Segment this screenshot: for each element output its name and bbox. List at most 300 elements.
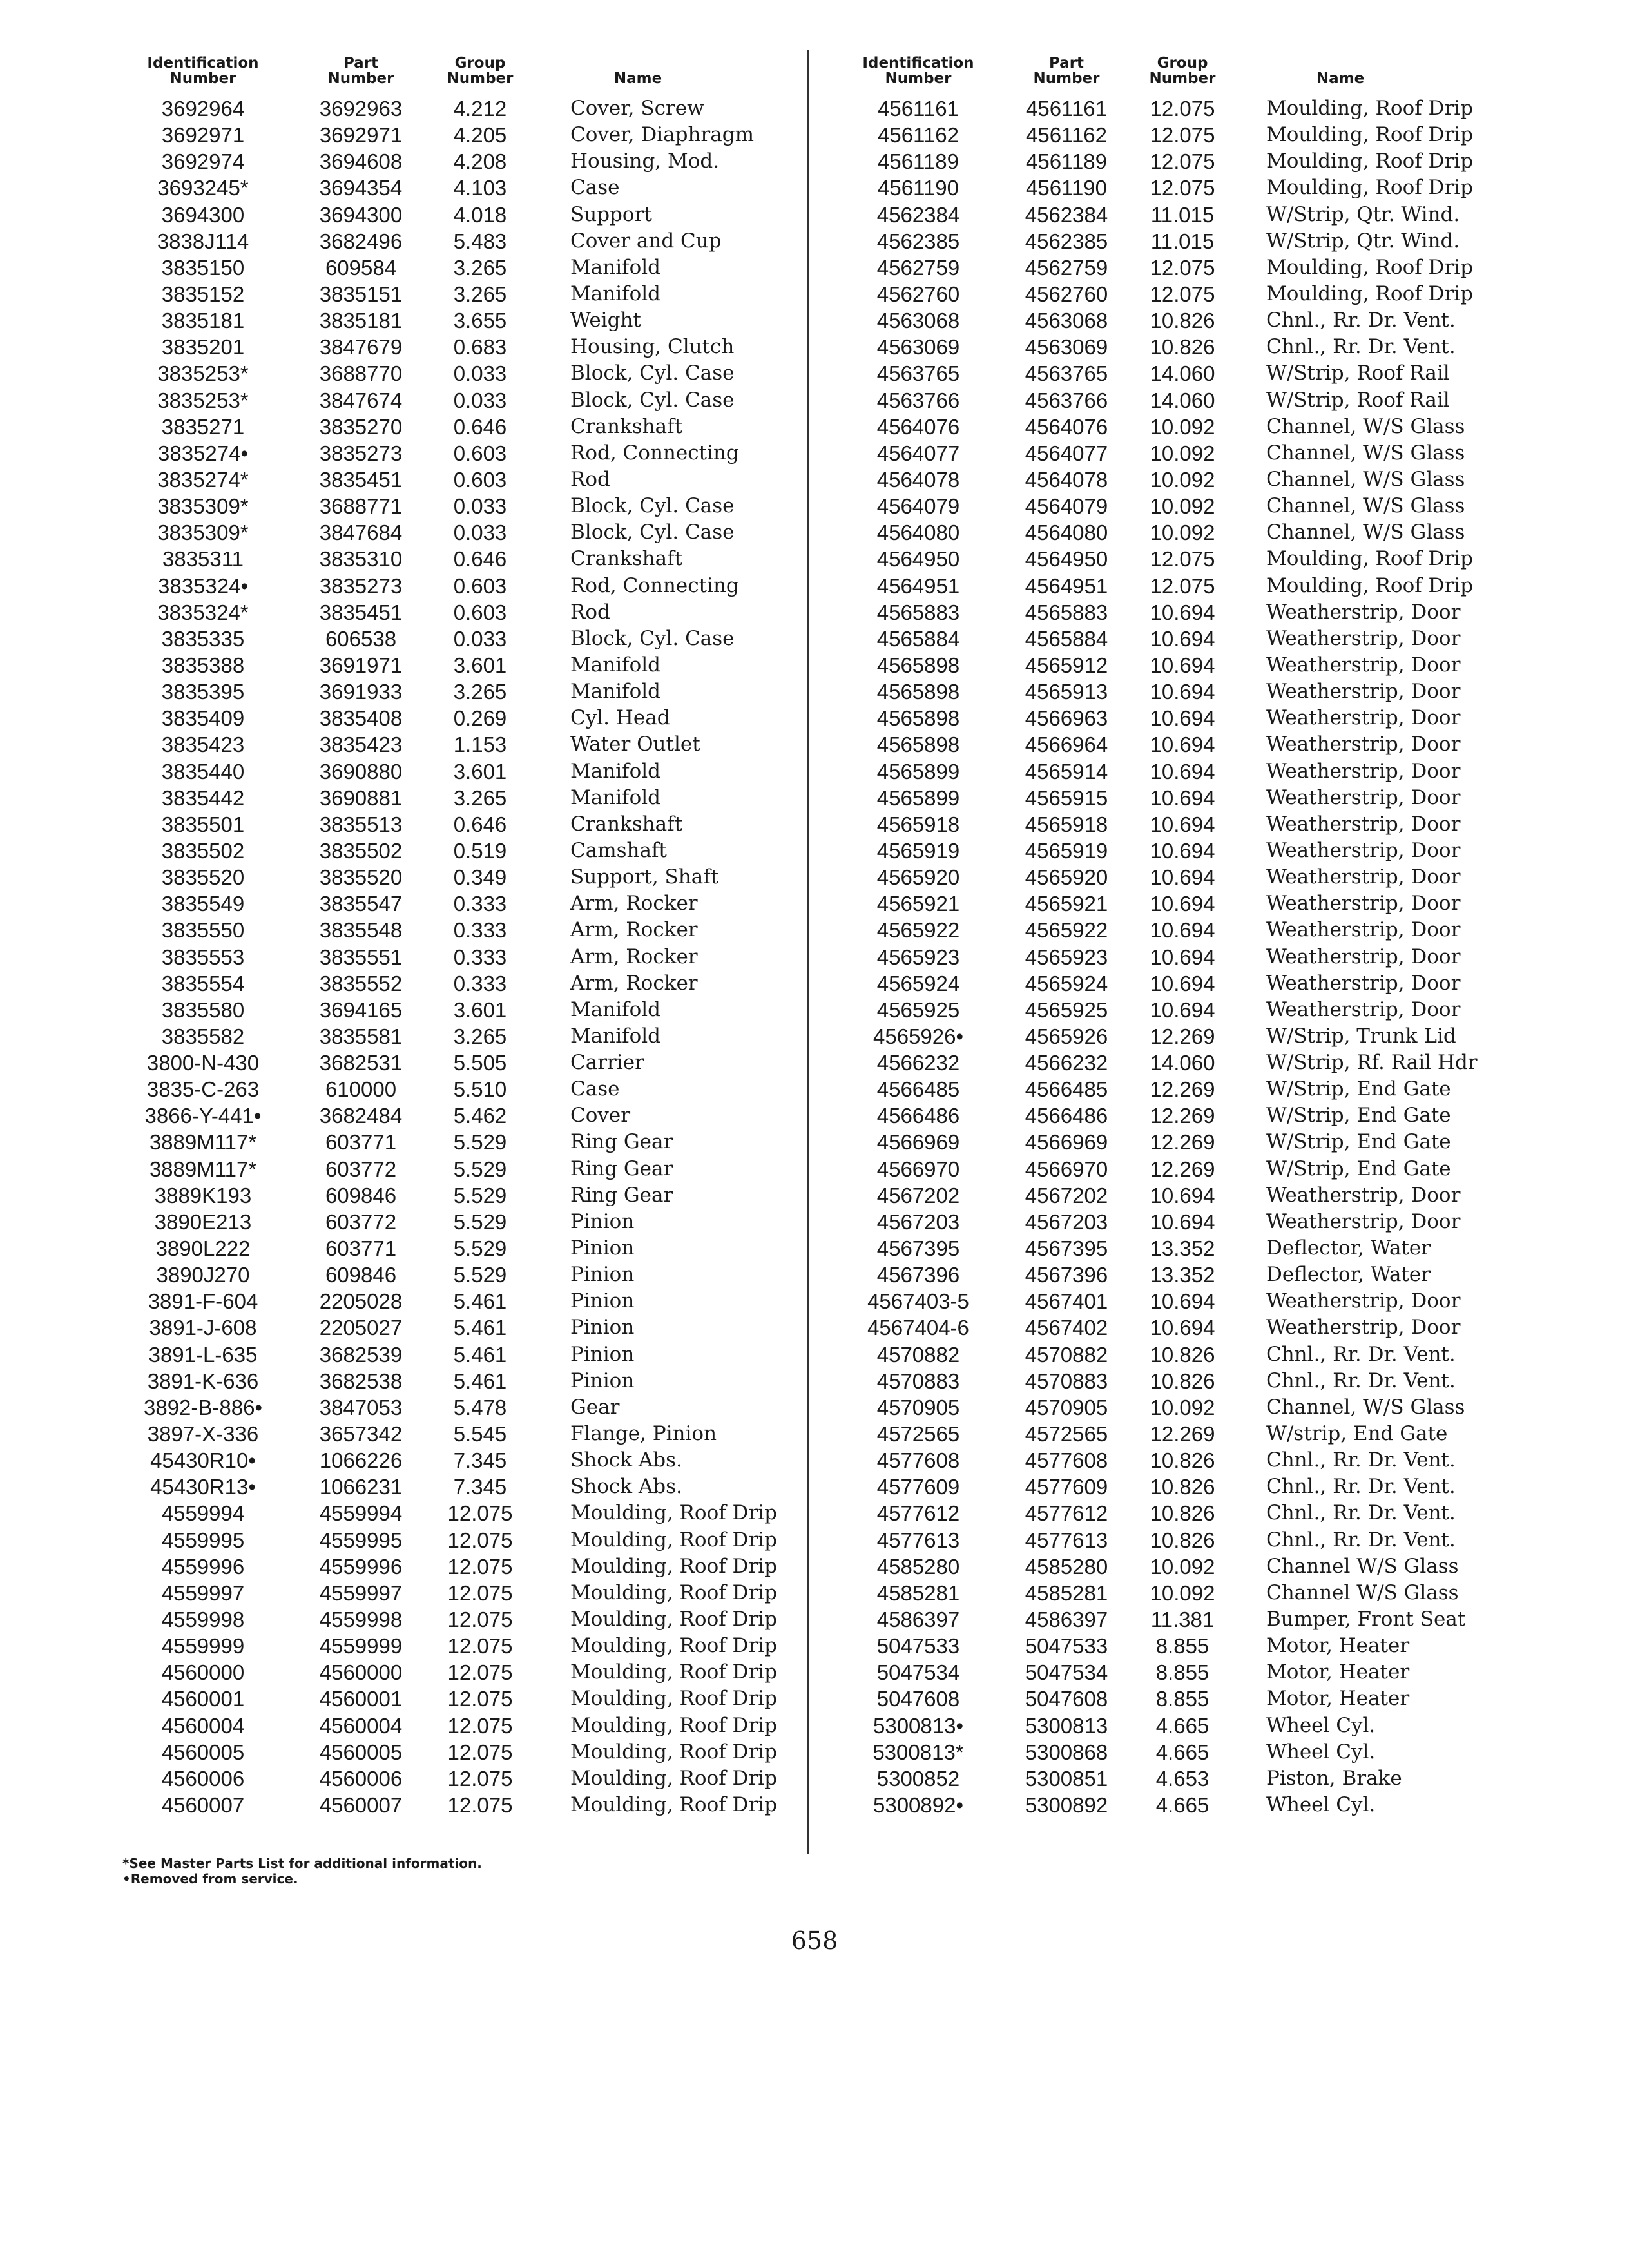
- part-number-cell: 5300813: [1025, 1713, 1108, 1738]
- name-cell: Rod, Connecting: [570, 441, 739, 465]
- part-number-cell: 4570882: [1025, 1342, 1108, 1367]
- name-cell: Chnl., Rr. Dr. Vent.: [1266, 1501, 1456, 1525]
- group-number-cell: 5.510: [453, 1077, 507, 1102]
- part-number-cell: 3835423: [319, 733, 403, 757]
- group-number-cell: 5.529: [453, 1236, 507, 1261]
- identification-number-cell: 4561189: [877, 149, 959, 174]
- table-row: [122, 652, 793, 678]
- identification-number-cell: 4559998: [161, 1608, 245, 1632]
- identification-number-cell: 3835309*: [157, 494, 249, 519]
- part-number-cell: 4567402: [1025, 1316, 1108, 1340]
- part-number-cell: 3847684: [319, 521, 403, 545]
- identification-number-cell: 3835442: [161, 785, 245, 810]
- part-number-cell: 5047608: [1025, 1687, 1108, 1711]
- identification-number-cell: 3835520: [161, 865, 245, 890]
- group-number-cell: 10.694: [1150, 997, 1215, 1022]
- group-number-cell: 5.529: [453, 1130, 507, 1155]
- group-number-cell: 10.694: [1150, 892, 1215, 916]
- part-number-cell: 4559994: [319, 1501, 403, 1526]
- part-number-cell: 3835548: [319, 918, 403, 943]
- part-number-cell: 3694354: [319, 176, 403, 200]
- name-cell: W/Strip, Roof Rail: [1266, 361, 1450, 385]
- group-number-cell: 0.683: [453, 335, 507, 360]
- part-number-cell: 3691933: [319, 680, 403, 704]
- name-cell: Weatherstrip, Door: [1266, 997, 1461, 1021]
- part-number-cell: 3847053: [319, 1395, 403, 1419]
- name-cell: Manifold: [570, 653, 660, 677]
- name-cell: Weatherstrip, Door: [1266, 680, 1461, 704]
- name-cell: Block, Cyl. Case: [570, 521, 735, 544]
- table-row: [838, 890, 1521, 917]
- identification-number-cell: 4565899: [876, 759, 960, 783]
- table-row: [122, 1314, 793, 1341]
- identification-number-cell: 45430R13•: [150, 1475, 256, 1499]
- name-cell: Channel, W/S Glass: [1266, 441, 1465, 465]
- part-number-cell: 4565915: [1025, 785, 1108, 810]
- group-number-cell: 10.694: [1150, 706, 1215, 731]
- name-cell: Chnl., Rr. Dr. Vent.: [1266, 309, 1456, 332]
- group-number-cell: 3.265: [453, 1024, 507, 1048]
- table-row: [838, 1447, 1521, 1474]
- table-row: [122, 1739, 793, 1765]
- table-row: [122, 758, 793, 785]
- name-cell: Weatherstrip, Door: [1266, 838, 1461, 862]
- name-cell: W/Strip, End Gate: [1266, 1104, 1451, 1128]
- part-number-cell: 4560004: [319, 1713, 403, 1738]
- part-number-cell: 3690881: [319, 785, 403, 810]
- group-number-cell: 5.462: [453, 1104, 507, 1128]
- table-row: [838, 838, 1521, 864]
- part-number-cell: 4560007: [319, 1793, 403, 1817]
- group-number-cell: 12.075: [447, 1554, 513, 1579]
- table-row: [838, 307, 1521, 334]
- header-group-number: [432, 55, 528, 86]
- identification-number-cell: 3866-Y-441•: [144, 1104, 262, 1128]
- name-cell: Deflector, Water: [1266, 1263, 1431, 1287]
- identification-number-cell: 4570905: [876, 1395, 960, 1419]
- name-cell: Weatherstrip, Door: [1266, 971, 1461, 995]
- group-number-cell: 3.601: [453, 997, 507, 1022]
- name-cell: Weatherstrip, Door: [1266, 945, 1461, 968]
- name-cell: Cover and Cup: [570, 229, 722, 253]
- name-cell: Rod: [570, 600, 610, 624]
- table-row: [838, 1739, 1521, 1765]
- identification-number-cell: 4565924: [876, 971, 960, 995]
- table-row: [122, 573, 793, 599]
- part-number-cell: 4560006: [319, 1766, 403, 1791]
- identification-number-cell: 4572565: [876, 1422, 960, 1446]
- table-row: [838, 599, 1521, 626]
- name-cell: Piston, Brake: [1266, 1766, 1402, 1790]
- identification-number-cell: 3835-C-263: [146, 1077, 260, 1102]
- name-cell: Pinion: [570, 1289, 635, 1313]
- part-number-cell: 4566970: [1025, 1157, 1108, 1181]
- group-number-cell: 7.345: [453, 1475, 507, 1499]
- name-cell: Weatherstrip, Door: [1266, 1316, 1461, 1340]
- name-cell: Crankshaft: [570, 812, 683, 836]
- name-cell: Block, Cyl. Case: [570, 361, 735, 385]
- group-number-cell: 14.060: [1150, 1051, 1215, 1075]
- table-row: [122, 1659, 793, 1686]
- identification-number-cell: 3890L222: [155, 1236, 251, 1261]
- identification-number-cell: 4565925: [876, 997, 960, 1022]
- table-row: [838, 1633, 1521, 1659]
- column-divider: [807, 50, 809, 1854]
- table-row: [838, 1765, 1521, 1792]
- group-number-cell: 12.075: [1150, 149, 1215, 174]
- identification-number-cell: 4564080: [876, 521, 960, 545]
- header-name-label: Name: [1316, 70, 1365, 87]
- name-cell: Manifold: [570, 785, 660, 809]
- group-number-cell: 12.269: [1150, 1077, 1215, 1102]
- table-row: [122, 546, 793, 572]
- table-row: [122, 1474, 793, 1500]
- identification-number-cell: 3891-K-636: [147, 1369, 259, 1393]
- group-number-cell: 5.461: [453, 1289, 507, 1314]
- group-number-cell: 0.603: [453, 573, 507, 598]
- name-cell: Moulding, Roof Drip: [570, 1608, 777, 1631]
- table-row: [122, 1102, 793, 1129]
- name-cell: Shock Abs.: [570, 1475, 682, 1499]
- identification-number-cell: 3835582: [161, 1024, 245, 1048]
- identification-number-cell: 4565919: [876, 838, 960, 863]
- table-row: [122, 387, 793, 414]
- name-cell: Water Outlet: [570, 733, 700, 756]
- table-row: [122, 493, 793, 519]
- name-cell: Block, Cyl. Case: [570, 494, 735, 518]
- group-number-cell: 3.601: [453, 759, 507, 783]
- identification-number-cell: 4565898: [876, 733, 960, 757]
- name-cell: Block, Cyl. Case: [570, 626, 735, 650]
- part-number-cell: 3694300: [319, 202, 403, 227]
- table-row: [122, 1447, 793, 1474]
- part-number-cell: 3694165: [319, 997, 403, 1022]
- name-cell: Pinion: [570, 1342, 635, 1366]
- identification-number-cell: 4577608: [876, 1448, 960, 1473]
- name-cell: Block, Cyl. Case: [570, 388, 735, 412]
- table-row: [122, 1209, 793, 1235]
- table-row: [838, 440, 1521, 466]
- part-number-cell: 3835502: [319, 838, 403, 863]
- header-name: [574, 71, 702, 86]
- table-row: [122, 440, 793, 466]
- part-number-cell: 4564950: [1025, 547, 1108, 572]
- part-number-cell: 4566963: [1025, 706, 1108, 731]
- table-row: [838, 95, 1521, 122]
- name-cell: Weatherstrip, Door: [1266, 892, 1461, 916]
- group-number-cell: 5.545: [453, 1422, 507, 1446]
- table-row: [838, 573, 1521, 599]
- name-cell: Cover: [570, 1104, 631, 1128]
- table-row: [838, 1686, 1521, 1712]
- table-row: [838, 811, 1521, 838]
- group-number-cell: 3.601: [453, 653, 507, 677]
- left-table-header: [122, 45, 793, 86]
- header-part-number: [296, 55, 425, 86]
- group-number-cell: 12.075: [447, 1660, 513, 1685]
- part-number-cell: 4570905: [1025, 1395, 1108, 1419]
- part-number-cell: 3688770: [319, 361, 403, 386]
- identification-number-cell: 4560000: [161, 1660, 245, 1685]
- group-number-cell: 0.033: [453, 494, 507, 519]
- name-cell: Housing, Clutch: [570, 335, 735, 359]
- name-cell: Wheel Cyl.: [1266, 1713, 1376, 1737]
- table-row: [122, 626, 793, 652]
- part-number-cell: 3657342: [319, 1422, 403, 1446]
- group-number-cell: 10.092: [1150, 494, 1215, 519]
- group-number-cell: 0.603: [453, 600, 507, 624]
- name-cell: Ring Gear: [570, 1183, 673, 1207]
- page-number: 658: [791, 1927, 838, 1955]
- part-number-cell: 4562385: [1025, 229, 1108, 253]
- name-cell: Pinion: [570, 1369, 635, 1392]
- table-row: [838, 1262, 1521, 1288]
- part-number-cell: 4560005: [319, 1740, 403, 1764]
- table-row: [838, 1500, 1521, 1526]
- part-number-cell: 4567401: [1025, 1289, 1108, 1314]
- group-number-cell: 11.015: [1150, 229, 1215, 253]
- name-cell: Manifold: [570, 1024, 660, 1048]
- group-number-cell: 0.333: [453, 892, 507, 916]
- identification-number-cell: 3835549: [161, 892, 245, 916]
- name-cell: Moulding, Roof Drip: [570, 1766, 777, 1790]
- name-cell: Moulding, Roof Drip: [1266, 149, 1473, 173]
- name-cell: Pinion: [570, 1263, 635, 1287]
- identification-number-cell: 4585281: [876, 1581, 960, 1605]
- right-table-body: [838, 95, 1521, 1818]
- table-row: [838, 414, 1521, 440]
- group-number-cell: 10.694: [1150, 600, 1215, 624]
- name-cell: W/Strip, End Gate: [1266, 1130, 1451, 1154]
- identification-number-cell: 4567403-5: [867, 1289, 969, 1314]
- identification-number-cell: 4567396: [876, 1263, 960, 1287]
- part-number-cell: 4565925: [1025, 997, 1108, 1022]
- name-cell: Motor, Heater: [1266, 1634, 1410, 1658]
- name-cell: Weatherstrip, Door: [1266, 600, 1461, 624]
- name-cell: Support: [570, 202, 652, 226]
- identification-number-cell: 4566486: [876, 1104, 960, 1128]
- left-parts-table: [122, 45, 793, 1818]
- table-row: [838, 519, 1521, 546]
- group-number-cell: 12.075: [447, 1608, 513, 1632]
- group-number-cell: 0.349: [453, 865, 507, 890]
- identification-number-cell: 4586397: [876, 1608, 960, 1632]
- identification-number-cell: 3835440: [161, 759, 245, 783]
- identification-number-cell: 3692964: [161, 97, 245, 120]
- table-row: [838, 1235, 1521, 1262]
- group-number-cell: 0.646: [453, 414, 507, 439]
- identification-number-cell: 3891-J-608: [149, 1316, 257, 1340]
- part-number-cell: 3835552: [319, 971, 403, 995]
- group-number-cell: 10.694: [1150, 918, 1215, 943]
- group-number-cell: 3.655: [453, 309, 507, 333]
- identification-number-cell: 3835501: [161, 812, 245, 836]
- name-cell: Ring Gear: [570, 1157, 673, 1180]
- name-cell: Bumper, Front Seat: [1266, 1608, 1466, 1631]
- right-parts-table: [838, 45, 1521, 1818]
- table-row: [122, 864, 793, 890]
- header-part-line1: Part: [343, 55, 379, 72]
- table-row: [122, 1023, 793, 1050]
- table-row: [122, 1553, 793, 1580]
- group-number-cell: 12.075: [447, 1713, 513, 1738]
- part-number-cell: 4566486: [1025, 1104, 1108, 1128]
- part-number-cell: 3847679: [319, 335, 403, 360]
- group-number-cell: 8.855: [1155, 1687, 1210, 1711]
- name-cell: Manifold: [570, 680, 660, 704]
- name-cell: Channel, W/S Glass: [1266, 494, 1465, 518]
- identification-number-cell: 3692971: [161, 123, 245, 148]
- identification-number-cell: 4563068: [876, 309, 960, 333]
- name-cell: Moulding, Roof Drip: [1266, 573, 1473, 597]
- name-cell: W/Strip, Rf. Rail Hdr: [1266, 1051, 1478, 1075]
- table-row: [122, 811, 793, 838]
- header-name: [1276, 71, 1405, 86]
- table-row: [838, 1156, 1521, 1182]
- group-number-cell: 10.694: [1150, 838, 1215, 863]
- part-number-cell: 4565913: [1025, 680, 1108, 704]
- group-number-cell: 4.665: [1155, 1713, 1210, 1738]
- name-cell: W/Strip, End Gate: [1266, 1077, 1451, 1101]
- name-cell: Support, Shaft: [570, 865, 719, 889]
- identification-number-cell: 5300813•: [872, 1713, 964, 1738]
- group-number-cell: 12.075: [1150, 97, 1215, 120]
- name-cell: Manifold: [570, 997, 660, 1021]
- part-number-cell: 3694608: [319, 149, 403, 174]
- group-number-cell: 12.075: [1150, 123, 1215, 148]
- part-number-cell: 4564076: [1025, 414, 1108, 439]
- group-number-cell: 0.519: [453, 838, 507, 863]
- name-cell: Channel, W/S Glass: [1266, 521, 1465, 544]
- name-cell: Cover, Screw: [570, 97, 704, 120]
- table-row: [838, 785, 1521, 811]
- name-cell: Chnl., Rr. Dr. Vent.: [1266, 1342, 1456, 1366]
- group-number-cell: 12.075: [447, 1687, 513, 1711]
- group-number-cell: 10.826: [1150, 1369, 1215, 1393]
- part-number-cell: 1066231: [319, 1475, 403, 1499]
- part-number-cell: 5300892: [1025, 1793, 1108, 1817]
- table-row: [122, 360, 793, 387]
- name-cell: Gear: [570, 1395, 620, 1419]
- group-number-cell: 4.103: [453, 176, 507, 200]
- group-number-cell: 10.826: [1150, 1342, 1215, 1367]
- name-cell: Moulding, Roof Drip: [570, 1501, 777, 1525]
- name-cell: Moulding, Roof Drip: [570, 1687, 777, 1711]
- table-row: [122, 519, 793, 546]
- name-cell: Wheel Cyl.: [1266, 1793, 1376, 1816]
- part-number-cell: 3682496: [319, 229, 403, 253]
- part-number-cell: 610000: [325, 1077, 397, 1102]
- group-number-cell: 0.033: [453, 521, 507, 545]
- group-number-cell: 0.033: [453, 361, 507, 386]
- header-group-line1: Group: [454, 55, 506, 72]
- table-row: [838, 1102, 1521, 1129]
- table-row: [122, 414, 793, 440]
- identification-number-cell: 4565923: [876, 945, 960, 969]
- part-number-cell: 3682538: [319, 1369, 403, 1393]
- part-number-cell: 4566964: [1025, 733, 1108, 757]
- name-cell: W/Strip, End Gate: [1266, 1157, 1451, 1180]
- part-number-cell: 4561161: [1025, 97, 1108, 120]
- table-row: [122, 1500, 793, 1526]
- group-number-cell: 4.212: [453, 97, 507, 120]
- identification-number-cell: 3835309*: [157, 521, 249, 545]
- identification-number-cell: 3835311: [162, 547, 244, 572]
- identification-number-cell: 3835324*: [157, 600, 249, 624]
- group-number-cell: 13.352: [1150, 1263, 1215, 1287]
- part-number-cell: 4561190: [1025, 176, 1108, 200]
- identification-number-cell: 3835324•: [157, 573, 249, 598]
- name-cell: Shock Abs.: [570, 1448, 682, 1472]
- group-number-cell: 11.015: [1150, 202, 1215, 227]
- identification-number-cell: 4560007: [161, 1793, 245, 1817]
- name-cell: Weatherstrip, Door: [1266, 865, 1461, 889]
- name-cell: Chnl., Rr. Dr. Vent.: [1266, 1448, 1456, 1472]
- part-number-cell: 4562384: [1025, 202, 1108, 227]
- part-number-cell: 4564080: [1025, 521, 1108, 545]
- table-row: [838, 1341, 1521, 1368]
- identification-number-cell: 4565884: [876, 626, 960, 651]
- part-number-cell: 603771: [325, 1130, 397, 1155]
- table-row: [838, 1659, 1521, 1686]
- part-number-cell: 4565921: [1025, 892, 1108, 916]
- group-number-cell: 8.855: [1155, 1660, 1210, 1685]
- part-number-cell: 3688771: [319, 494, 403, 519]
- part-number-cell: 603772: [325, 1157, 397, 1181]
- group-number-cell: 5.461: [453, 1369, 507, 1393]
- part-number-cell: 5300851: [1025, 1766, 1108, 1791]
- table-row: [122, 1580, 793, 1606]
- part-number-cell: 3835551: [319, 945, 403, 969]
- part-number-cell: 3682531: [319, 1051, 403, 1075]
- table-row: [122, 281, 793, 307]
- identification-number-cell: 4564079: [876, 494, 960, 519]
- group-number-cell: 10.092: [1150, 1395, 1215, 1419]
- identification-number-cell: 4565883: [876, 600, 960, 624]
- identification-number-cell: 3693245*: [157, 176, 249, 200]
- name-cell: Weatherstrip, Door: [1266, 759, 1461, 783]
- table-row: [122, 1050, 793, 1076]
- table-row: [122, 678, 793, 705]
- table-row: [122, 1765, 793, 1792]
- group-number-cell: 3.265: [453, 255, 507, 280]
- name-cell: Weatherstrip, Door: [1266, 626, 1461, 650]
- part-number-cell: 4565924: [1025, 971, 1108, 995]
- group-number-cell: 12.269: [1150, 1157, 1215, 1181]
- group-number-cell: 11.381: [1150, 1608, 1215, 1632]
- group-number-cell: 14.060: [1150, 361, 1215, 386]
- identification-number-cell: 4563069: [876, 335, 960, 360]
- name-cell: Motor, Heater: [1266, 1660, 1410, 1684]
- table-row: [838, 652, 1521, 678]
- table-row: [122, 997, 793, 1023]
- table-row: [838, 281, 1521, 307]
- identification-number-cell: 3835423: [161, 733, 245, 757]
- name-cell: Chnl., Rr. Dr. Vent.: [1266, 1369, 1456, 1392]
- name-cell: Moulding, Roof Drip: [1266, 282, 1473, 305]
- part-number-cell: 3835513: [319, 812, 403, 836]
- table-row: [122, 1394, 793, 1421]
- table-row: [838, 997, 1521, 1023]
- table-row: [838, 466, 1521, 493]
- identification-number-cell: 4565898: [876, 706, 960, 731]
- table-row: [838, 1474, 1521, 1500]
- identification-number-cell: 4566970: [876, 1157, 960, 1181]
- identification-number-cell: 4577613: [876, 1528, 960, 1552]
- identification-number-cell: 4577612: [876, 1501, 960, 1526]
- table-row: [838, 202, 1521, 228]
- group-number-cell: 5.478: [453, 1395, 507, 1419]
